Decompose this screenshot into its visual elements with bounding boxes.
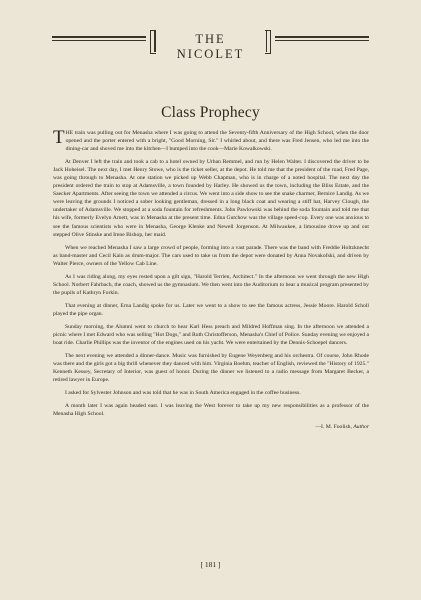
- running-head: THE NICOLET: [176, 32, 245, 61]
- page-title: Class Prophecy: [161, 104, 260, 121]
- author-role: Author: [353, 424, 369, 431]
- author-name: —I. M. Foolish,: [315, 424, 352, 431]
- paragraph: As I was riding along, my eyes rested upon a gilt sign, "Harold Terrien, Architect." In the afternoon we went through the new High School. Norbert Fahrbach, the coach, showed us the gymnasium. We then went into the Auditorium to hear a musical program presented by the pupils of Kathryn Forkin.: [53, 273, 369, 296]
- drop-cap: T: [53, 127, 65, 148]
- paragraph: When we reached Menasha I saw a large crowd of people, forming into a vast parade. There was the band with Freddie Holtzknecht as band-master and Cecil Kain as drum-major. The cars used to take us from the depot were donated by Anna Novakofski, and driven by Walter Pierce, owners of the Yellow Cab Line.: [53, 244, 369, 267]
- paragraph: The next evening we attended a dinner-dance. Music was furnished by Eugene Weyenberg and his orchestra. Of course, John Rhode was there and the girls got a big thrill whenever they danced with him. Virginia Boehm, teacher of English, reviewed the "History of 1925." Kenneth Kessey, Secretary of Interior, was guest of honor. During the dinner we listened to a radio message from Margaret Becker, a retired lawyer in Europe.: [53, 353, 369, 384]
- article-body: [53, 129, 369, 432]
- page-header: [52, 30, 369, 61]
- paragraph-text: HE train was pulling out for Menasha where I was going to attend the Seventy-fifth Anniversary of the High School, when the door opened and the porter entered with a bright, "Good Morning, Sir." I whirled about, and there was Fred Jensen, who led me into the dining-car and shoved me into the kitchen—I bumped into the cook—Marie Kowalkowski.: [65, 130, 369, 153]
- paragraph: Sunday morning, the Alumni went to church to hear Karl Hess preach and Mildred Hoffman sing. In the afternoon we attended a picnic where I met Edward who was selling "Hot Dogs," and Ruth Christofferson, Menasha's Chief of Police. Sunday evening we enjoyed a boat ride. Charlie Phillips was the inventor of the engines used on his yacht. We were entertained by the Dennis-Schoepel dancers.: [53, 323, 369, 347]
- header-rule-left: [52, 36, 146, 44]
- page-number: [ 181 ]: [200, 560, 221, 569]
- paragraph: [53, 129, 369, 153]
- paragraph: A month later I was again headed east. I was leaving the West forever to take up my new responsibilities as a professor of the Menasha High School.: [53, 403, 369, 418]
- author-signature: [53, 423, 369, 431]
- header-bracket-left: [150, 30, 156, 54]
- paragraph: I asked for Sylvester Johnson and was told that he was in South America engaged in the coffee business.: [65, 390, 301, 397]
- paragraph: That evening at dinner, Erna Landig spoke for us. Later we went to a show to see the famous actress, Jessie Moore. Harold Scholl played the pipe organ.: [53, 302, 369, 317]
- header-bracket-right: [265, 30, 271, 54]
- paragraph: At Denver I left the train and took a cab to a hotel owned by Urban Remmel, and run by Helen Walter. I discovered the driver to be Jack Hoheisel. The next day, I met Henry Stowe, who is the ticket seller, at the depot. He told me that the president of the road, Fred Page, was going through to Menasha. At one station we picked up Webb Chapman, who is in charge of a noted hospital. The next day the president ordered the train to stop at Adamsville, a town founded by Harley. He showed us the town, including the Bliss Estate, and the Saecker Apartments. After seeing the town we attended a circus. We went into a side show to see the snake charmer, Bernice Landig. As we were leaving the grounds I noticed a sober looking gentleman, dressed in a long black coat and wearing a stiff hat, Harvey Clough, the undertaker of Adamsville. We stopped at a soda fountain for refreshments. John Pawlowski was behind the soda fountain and told me that his wife, formerly Evelyn Arnett, was in Menasha at the present time. Edna Gutchow was the village speed-cop. Every one was anxious to see the famous scientists who were in Menasha, George Klenke and Newell Jorgenson. At Milwaukee, a limousine drove up and out stepped Olive Stinske and Irene Bishop, her maid.: [53, 159, 369, 238]
- header-rule-right: [275, 36, 369, 44]
